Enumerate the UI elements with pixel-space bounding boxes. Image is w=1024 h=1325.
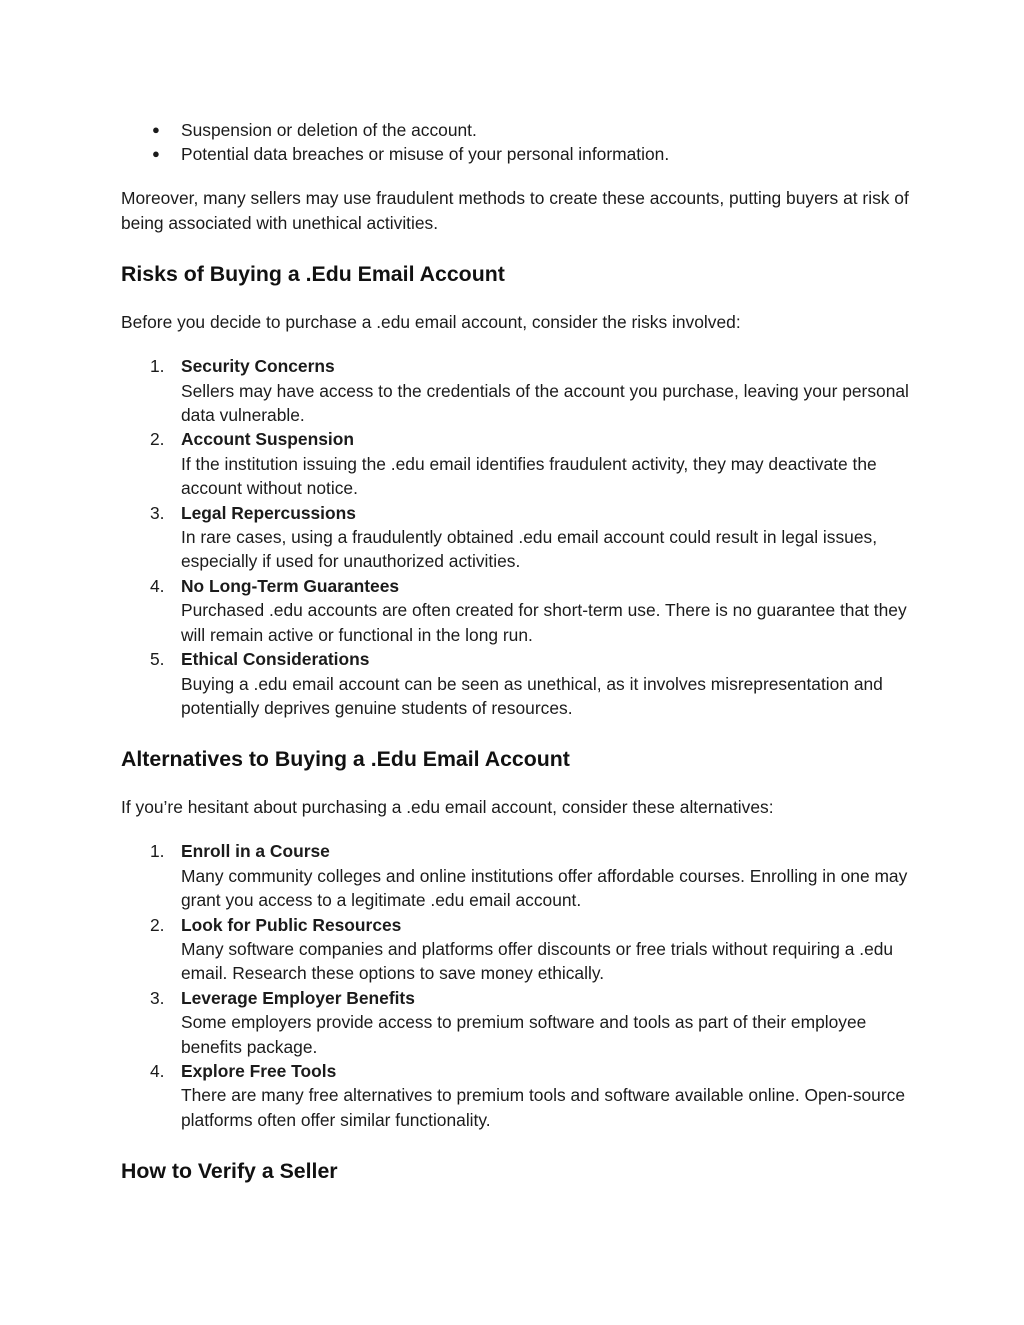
list-item	[121, 354, 911, 427]
item-title: Ethical Considerations	[181, 649, 370, 670]
bullet-text: Potential data breaches or misuse of your personal information.	[181, 144, 670, 165]
list-number: 5.	[150, 649, 165, 670]
list-number: 3.	[150, 502, 165, 523]
item-title: Legal Repercussions	[181, 502, 356, 523]
item-description: Purchased .edu accounts are often created for short-term use. There is no guarantee that they will remain active or functional in the long run.	[181, 600, 907, 645]
item-title: Security Concerns	[181, 356, 335, 377]
bullet-icon: ●	[152, 122, 160, 137]
item-title: No Long-Term Guarantees	[181, 575, 400, 596]
bullet-text: Suspension or deletion of the account.	[181, 120, 477, 140]
list-number: 3.	[150, 987, 165, 1008]
intro-bullet-list	[121, 118, 911, 167]
item-title: Explore Free Tools	[181, 1060, 337, 1081]
item-description: In rare cases, using a fraudulently obtained .edu email account could result in legal issues, especially if used for unauthorized activities.	[181, 527, 878, 572]
list-item	[121, 142, 911, 166]
item-description: There are many free alternatives to premium tools and software available online. Open-source platforms often offer similar functionality.	[181, 1085, 906, 1130]
risks-heading: Risks of Buying a .Edu Email Account	[121, 262, 505, 287]
item-description: Many community colleges and online institutions offer affordable courses. Enrolling in one may grant you access to a legitimate .edu email account.	[181, 865, 908, 911]
item-description: Buying a .edu email account can be seen as unethical, as it involves misrepresentation and potentially deprives genuine students of resources.	[181, 673, 883, 718]
item-description: Some employers provide access to premium software and tools as part of their employee benefits package.	[181, 1012, 867, 1057]
list-item	[121, 1059, 911, 1132]
item-title: Look for Public Resources	[181, 914, 402, 935]
intro-paragraph: Moreover, many sellers may use fraudulent methods to create these accounts, putting buyers at risk of being associated with unethical activities.	[121, 188, 909, 233]
document-content	[121, 118, 911, 1185]
item-title: Enroll in a Course	[181, 841, 330, 862]
list-item	[121, 118, 911, 142]
list-item	[121, 913, 911, 986]
item-description: Sellers may have access to the credentials of the account you purchase, leaving your personal data vulnerable.	[181, 380, 909, 426]
list-number: 1.	[150, 356, 165, 377]
risks-list	[121, 354, 911, 720]
list-item	[121, 501, 911, 574]
list-number: 1.	[150, 841, 165, 862]
list-item	[121, 647, 911, 720]
alternatives-heading: Alternatives to Buying a .Edu Email Account	[121, 747, 570, 772]
item-description: If the institution issuing the .edu email identifies fraudulent activity, they may deactivate the account without notice.	[181, 453, 877, 499]
list-number: 4.	[150, 1060, 165, 1081]
list-item	[121, 986, 911, 1059]
list-item	[121, 574, 911, 647]
verify-heading: How to Verify a Seller	[121, 1159, 338, 1184]
list-item	[121, 839, 911, 912]
bullet-icon: ●	[152, 146, 160, 162]
item-description: Many software companies and platforms offer discounts or free trials without requiring a .edu email. Research these options to save money ethically.	[181, 938, 894, 984]
list-number: 4.	[150, 575, 165, 596]
list-number: 2.	[150, 914, 165, 935]
list-item	[121, 427, 911, 500]
item-title: Leverage Employer Benefits	[181, 987, 415, 1008]
alternatives-list	[121, 839, 911, 1132]
list-number: 2.	[150, 429, 165, 450]
risks-intro: Before you decide to purchase a .edu email account, consider the risks involved:	[121, 312, 741, 333]
alternatives-intro: If you’re hesitant about purchasing a .edu email account, consider these alternatives:	[121, 797, 774, 818]
item-title: Account Suspension	[181, 429, 354, 450]
